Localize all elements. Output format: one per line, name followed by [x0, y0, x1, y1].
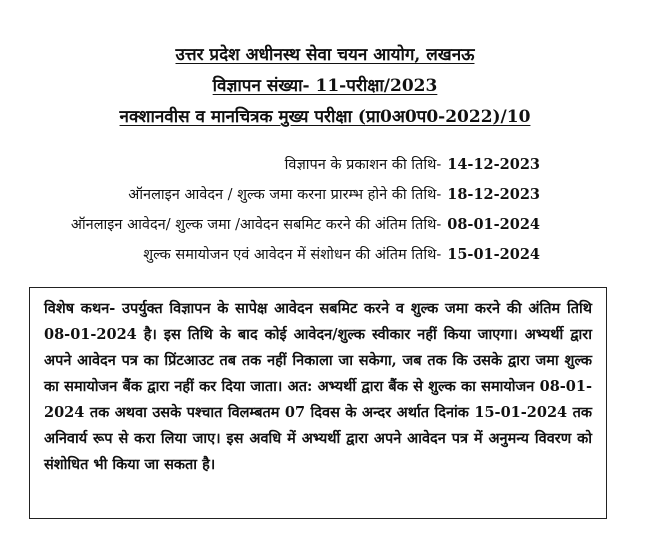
date-value: 18-12-2023 [447, 186, 540, 203]
date-value: 08-01-2024 [447, 216, 540, 233]
important-dates [71, 150, 540, 270]
organization-title: उत्तर प्रदेश अधीनस्थ सेवा चयन आयोग, लखनऊ [175, 45, 475, 65]
special-note-text: विशेष कथन- उपर्युक्त विज्ञापन के सापेक्ष आवेदन सबमिट करने व शुल्क जमा करने की अंतिम तिथि 08-01-2024 है। इस तिथि के बाद कोई आवेदन/शुल्क स्वीकार नहीं किया जाएगा। अभ्यर्थी द्वारा अपने आवेदन पत्र का प्रिंटआउट तब तक नहीं निकाला जा सकेगा, जब तक कि उसके द्वारा जमा शुल्क का समायोजन बैंक द्वारा नहीं कर दिया जाता। अत: अभ्यर्थी द्वारा बैंक से शुल्क का समायोजन 08-01-2024 तक अथवा उसके पश्चात विलम्बतम 07 दिवस के अन्दर अर्थात दिनांक 15-01-2024 तक अनिवार्य रूप से करा लिया जाए। इस अवधि में अभ्यर्थी द्वारा अपने आवेदन पत्र में अनुमन्य विवरण को संशोधित भी किया जा सकता है। [44, 300, 592, 473]
date-label: ऑनलाइन आवेदन / शुल्क जमा करना प्रारम्भ होने की तिथि- [128, 187, 442, 203]
date-label: शुल्क समायोजन एवं आवेदन में संशोधन की अंतिम तिथि- [143, 247, 442, 263]
date-value: 15-01-2024 [447, 246, 540, 263]
date-value: 14-12-2023 [447, 156, 540, 173]
header [0, 40, 650, 133]
advertisement-number: विज्ञापन संख्या- 11-परीक्षा/2023 [212, 76, 438, 96]
exam-title: नक्शानवीस व मानचित्रक मुख्य परीक्षा (प्रा0अ0प0-2022)/10 [119, 107, 531, 127]
date-label: ऑनलाइन आवेदन/ शुल्क जमा /आवेदन सबमिट करने की अंतिम तिथि- [70, 217, 442, 233]
date-row [71, 180, 540, 210]
date-row [71, 210, 540, 240]
date-row [71, 150, 540, 180]
date-row [71, 240, 540, 270]
special-note-box [29, 287, 607, 519]
date-label: विज्ञापन के प्रकाशन की तिथि- [284, 157, 442, 173]
